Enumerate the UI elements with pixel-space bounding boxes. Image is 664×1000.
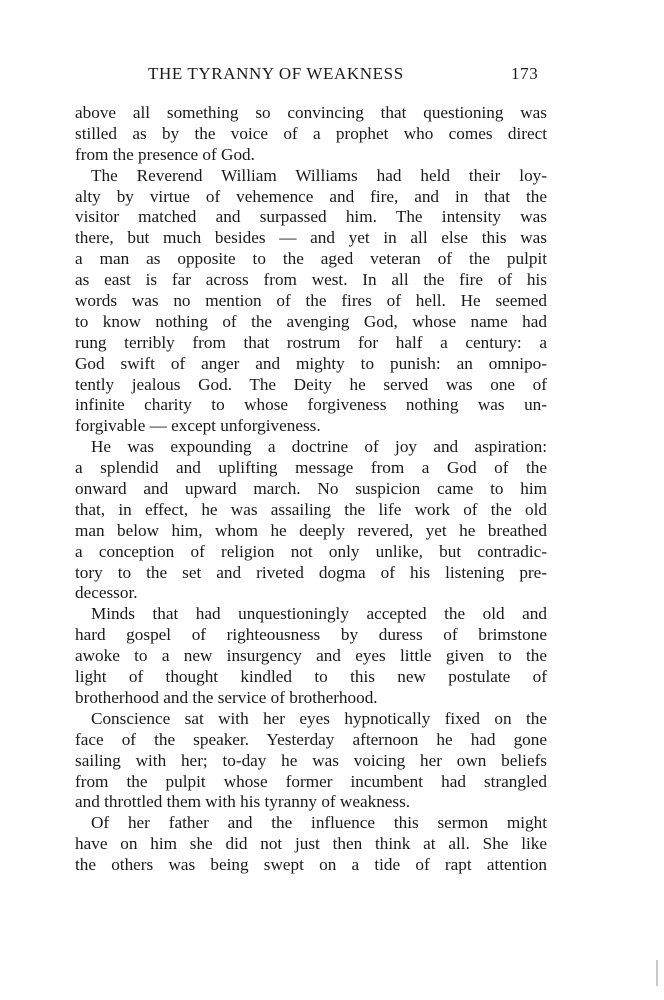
running-header — [148, 64, 548, 86]
page-edge-mark — [656, 960, 658, 986]
running-title: THE TYRANNY OF WEAKNESS — [148, 64, 404, 83]
text-line: from the presence of God. — [75, 144, 255, 164]
text-line: from the pulpit whose former incumbent had strangled — [75, 771, 547, 791]
text-line: light of thought kindled to this new postulate of — [75, 667, 547, 687]
text-line: Conscience sat with her eyes hypnotically fixed on the — [91, 708, 547, 728]
text-line: awoke to a new insurgency and eyes little given to the — [75, 646, 547, 666]
text-line: a conception of religion not only unlike, but contradic- — [75, 541, 547, 561]
text-line: man below him, whom he deeply revered, yet he breathed — [75, 520, 547, 540]
text-line: stilled as by the voice of a prophet who comes direct — [75, 123, 547, 143]
text-line: tently jealous God. The Deity he served was one of — [75, 374, 547, 394]
text-line: words was no mention of the fires of hell. He seemed — [75, 291, 547, 311]
text-line: rung terribly from that rostrum for half a century: a — [75, 332, 547, 352]
text-line: a splendid and uplifting message from a God of the — [75, 458, 547, 478]
text-line: sailing with her; to-day he was voicing her own beliefs — [75, 750, 547, 770]
text-line: face of the speaker. Yesterday afternoon he had gone — [75, 729, 547, 749]
text-line: infinite charity to whose forgiveness nothing was un- — [75, 395, 547, 415]
text-line: forgivable — except unforgiveness. — [75, 416, 321, 436]
body-text — [75, 103, 547, 876]
text-line: tory to the set and riveted dogma of his listening pre- — [75, 562, 547, 582]
text-line: Of her father and the influence this sermon might — [91, 813, 547, 833]
text-line: alty by virtue of vehemence and fire, and in that the — [75, 186, 547, 206]
text-line: the others was being swept on a tide of rapt attention — [75, 855, 547, 875]
text-line: The Reverend William Williams had held their loy- — [91, 165, 547, 185]
text-line: brotherhood and the service of brotherhood. — [75, 687, 378, 707]
text-line: He was expounding a doctrine of joy and aspiration: — [91, 437, 547, 457]
text-line: above all something so convincing that questioning was — [75, 103, 547, 122]
page-number: 173 — [511, 64, 539, 83]
text-line: have on him she did not just then think at all. She like — [75, 834, 547, 854]
text-line: as east is far across from west. In all the fire of his — [75, 270, 547, 290]
text-line: a man as opposite to the aged veteran of the pulpit — [75, 249, 547, 269]
text-line: that, in effect, he was assailing the life work of the old — [75, 499, 547, 519]
text-line: God swift of anger and mighty to punish: an omnipo- — [75, 353, 547, 373]
text-line: decessor. — [75, 583, 138, 603]
text-line: to know nothing of the avenging God, whose name had — [75, 311, 547, 331]
text-line: there, but much besides — and yet in all else this was — [75, 228, 547, 248]
text-line: visitor matched and surpassed him. The intensity was — [75, 207, 547, 227]
text-line: Minds that had unquestioningly accepted the old and — [91, 604, 547, 624]
text-line: and throttled them with his tyranny of weakness. — [75, 792, 411, 812]
text-line: onward and upward march. No suspicion came to him — [75, 479, 547, 499]
text-line: hard gospel of righteousness by duress of brimstone — [75, 625, 547, 645]
